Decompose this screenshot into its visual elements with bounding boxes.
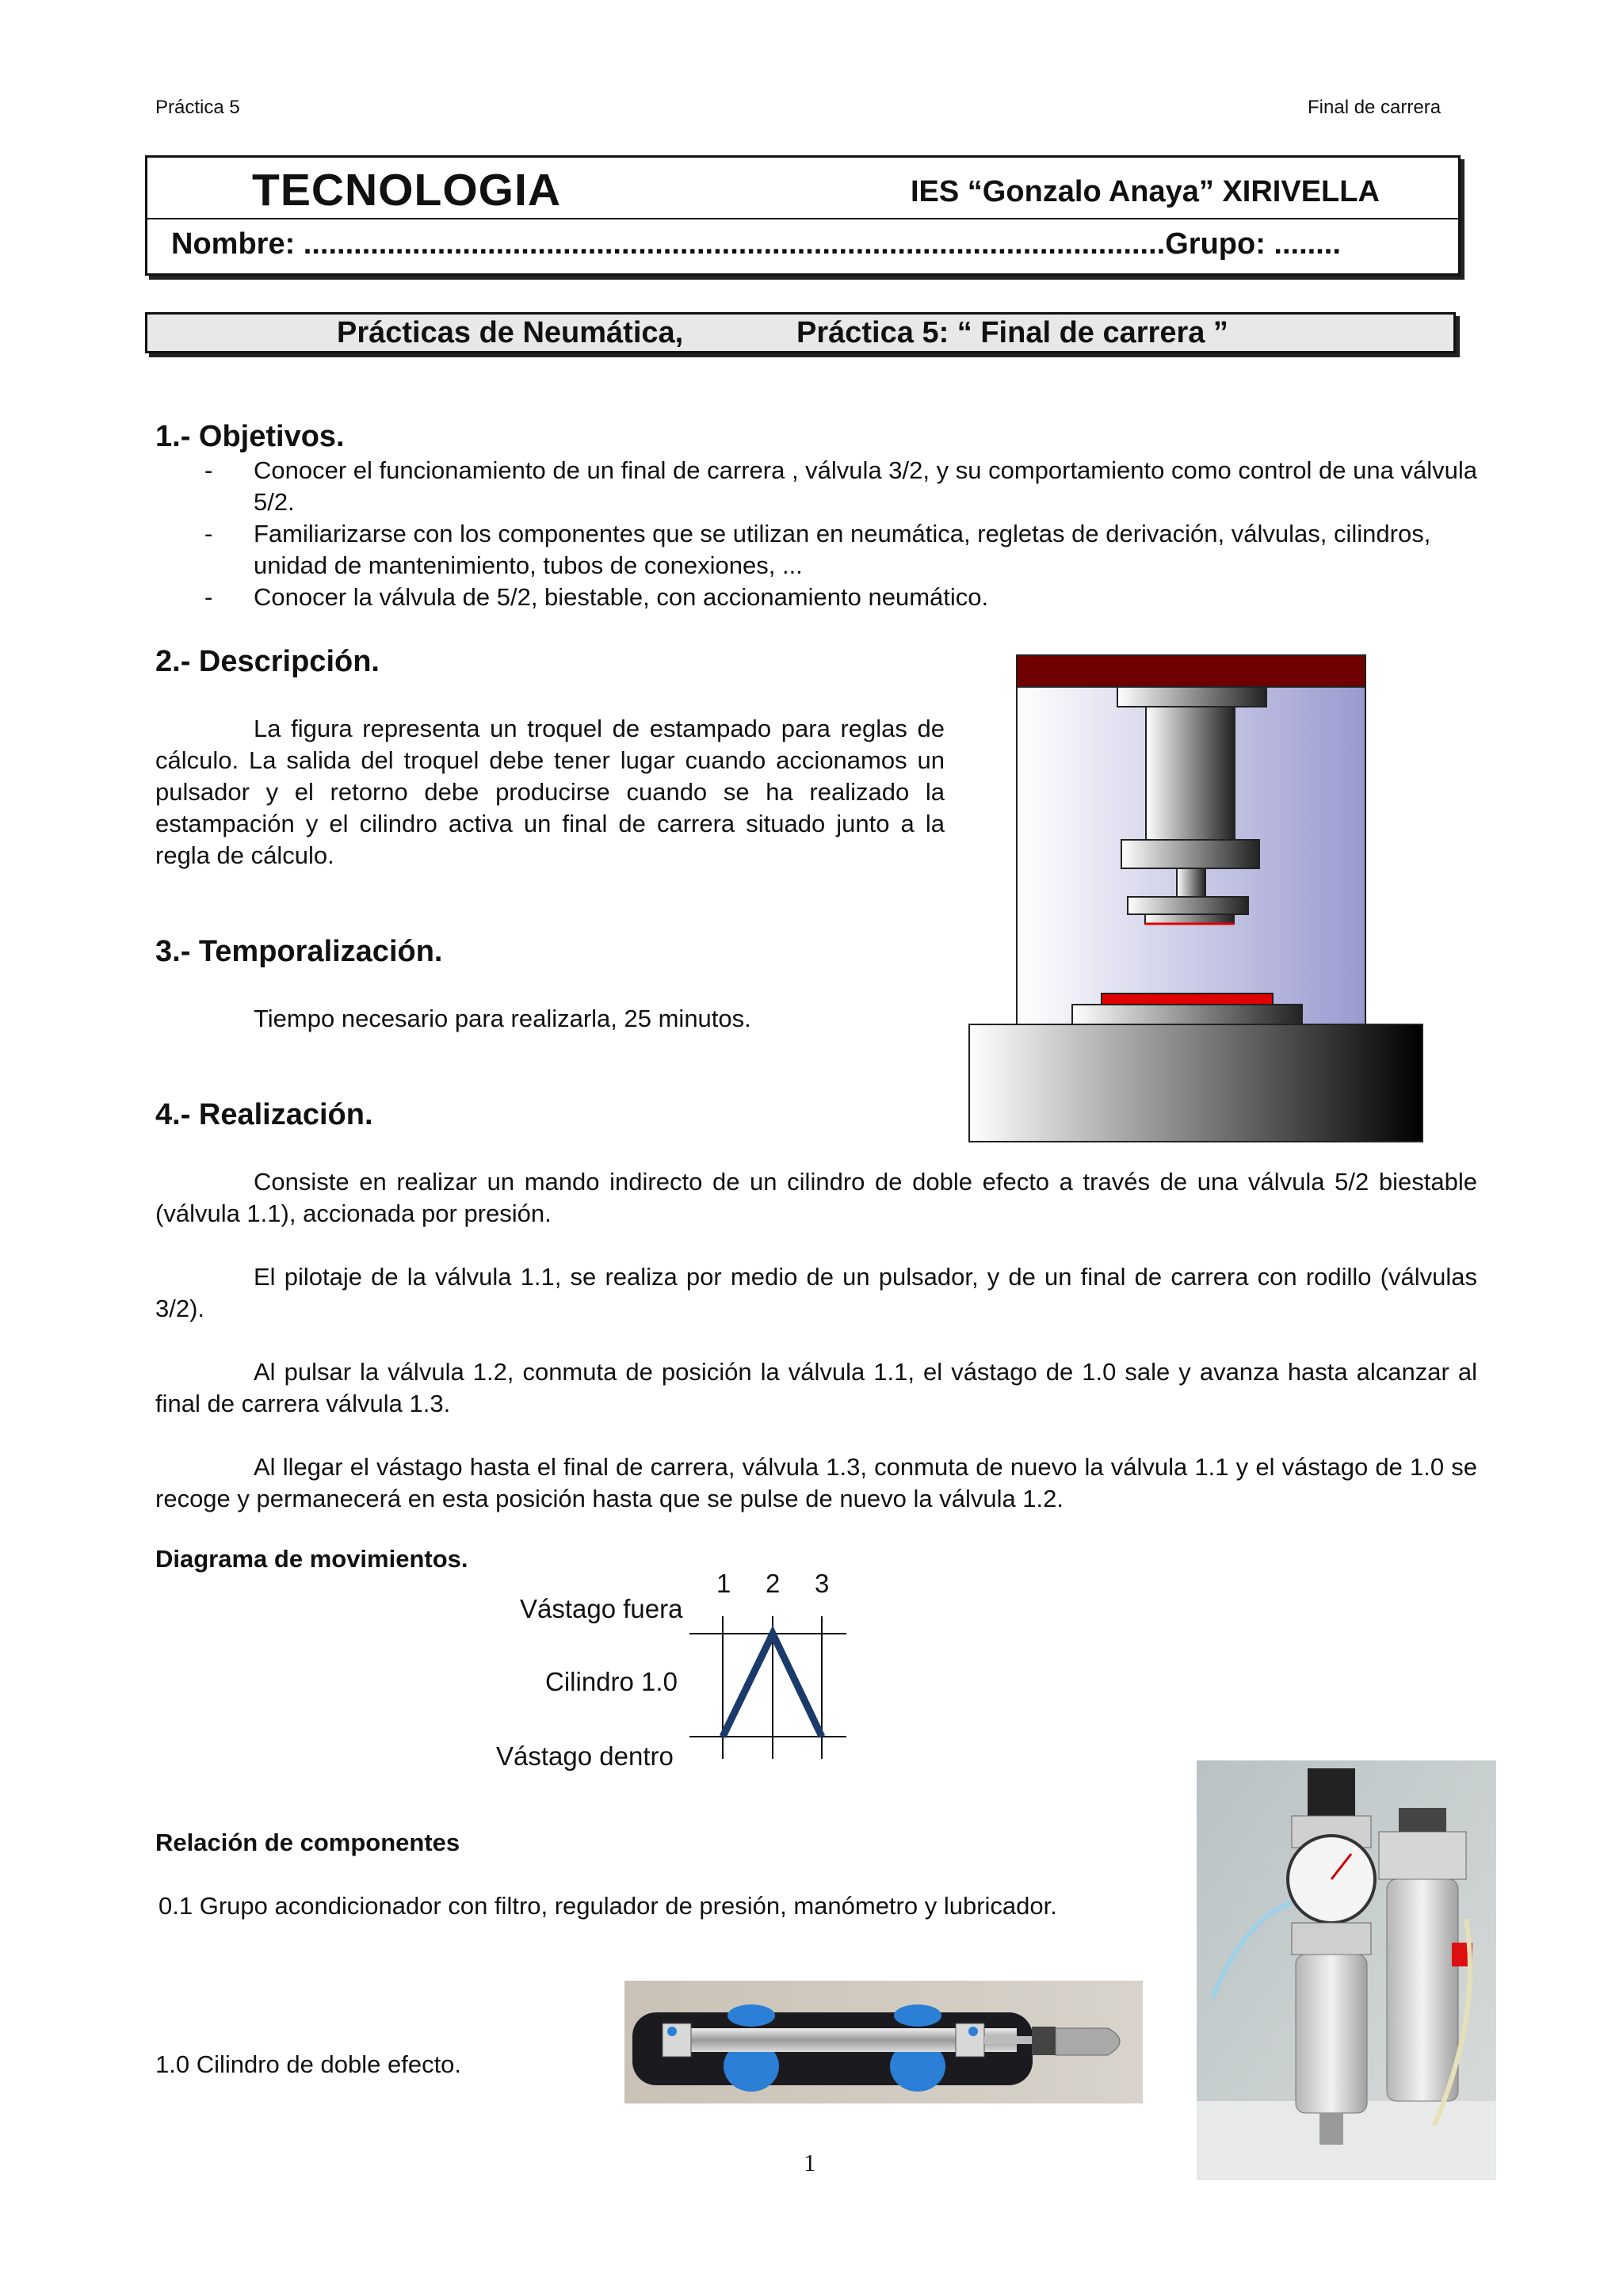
practice-title-bar (145, 312, 1456, 353)
heading-descripcion: 2.- Descripción. (155, 645, 380, 678)
cylinder-body (1146, 707, 1235, 840)
press-top-plate (1017, 655, 1365, 687)
label-vastago-fuera: Vástago fuera (520, 1594, 683, 1623)
objetivos-list (155, 455, 1479, 613)
label-cilindro: Cilindro 1.0 (545, 1667, 678, 1696)
subject-title: TECNOLOGIA (252, 165, 561, 215)
header-box (145, 155, 1461, 276)
list-item: - Conocer la válvula de 5/2, biestable, con accionamiento neumático. (204, 583, 989, 611)
piston-rod (1177, 868, 1205, 897)
title-left: Prácticas de Neumática, (337, 316, 684, 349)
realizacion-p3: Al pulsar la válvula 1.2, conmuta de posición la válvula 1.1, el vástago de 1.0 sale y avanza hasta alcanzar al final de carrera válvula 1.3. (155, 1358, 1477, 1417)
realizacion-p4: Al llegar el vástago hasta el final de carrera, válvula 1.3, conmuta de nuevo la válvula 1.1 y el vástago de 1.0 se recoge y permanecerá en esta posición hasta que se pulse de nuevo la válvula 1.2. (155, 1453, 1477, 1512)
page-number: 1 (804, 2149, 816, 2176)
work-table (1072, 1005, 1302, 1024)
heading-temporalizacion: 3.- Temporalización. (155, 935, 443, 968)
temporalizacion-text: Tiempo necesario para realizarla, 25 minutos. (254, 1005, 751, 1032)
heading-diagrama: Diagrama de movimientos. (155, 1545, 468, 1573)
movement-diagram (689, 1600, 848, 1767)
component-0-1: 0.1 Grupo acondicionador con filtro, regulador de presión, manómetro y lubricador. (158, 1892, 1057, 1920)
heading-objetivos: 1.- Objetivos. (155, 420, 345, 453)
step-label-3: 3 (815, 1569, 830, 1598)
descripcion-text: La figura representa un troquel de estampado para reglas de cálculo. La salida del troquel debe tener lugar cuando accionamos un pulsador y el retorno debe producirse cuando se ha realizado la estampación y el cilindro activa un final de carrera situado junto a la regla de cálculo. (155, 715, 945, 869)
name-group-line: Nombre: .......................................................................................................Grupo: ........ (171, 227, 1341, 261)
press-illustration (967, 651, 1426, 1149)
heading-realizacion: 4.- Realización. (155, 1098, 373, 1131)
slide-rule-red (1102, 994, 1273, 1005)
press-base (969, 1024, 1423, 1142)
cylinder-cap (1117, 687, 1266, 707)
heading-componentes: Relación de componentes (155, 1829, 460, 1856)
realizacion-p2: El pilotaje de la válvula 1.1, se realiza por medio de un pulsador, y de un final de carrera con rodillo (válvulas 3/2). (155, 1263, 1477, 1322)
running-header-left: Práctica 5 (155, 97, 240, 118)
cylinder-photo (624, 1981, 1143, 2103)
component-1-0: 1.0 Cilindro de doble efecto. (155, 2050, 462, 2078)
list-item: - Familiarizarse con los componentes que se utilizan en neumática, regletas de derivación, válvulas, cilindros, unidad de mantenimiento, tubos de conexiones, ... (204, 520, 1431, 579)
school-name: IES “Gonzalo Anaya” XIRIVELLA (911, 175, 1380, 208)
realizacion-p1: Consiste en realizar un mando indirecto de un cilindro de doble efecto a través de una válvula 5/2 biestable (válvula 1.1), accionada por presión. (155, 1168, 1477, 1227)
header-row (147, 158, 1458, 219)
stamping-head (1128, 897, 1248, 914)
frl-unit-photo (1197, 1760, 1496, 2180)
objetivos-list-wrap (155, 455, 1479, 613)
step-label-1: 1 (716, 1569, 731, 1598)
cylinder-flange (1121, 840, 1259, 868)
title-right: Práctica 5: “ Final de carrera ” (796, 316, 1228, 349)
running-header-right: Final de carrera (1308, 97, 1442, 118)
list-item: - Conocer el funcionamiento de un final de carrera , válvula 3/2, y su comportamiento como control de una válvula 5/2. (204, 456, 1477, 516)
stamp-die (1145, 914, 1234, 924)
step-label-2: 2 (766, 1569, 781, 1598)
label-vastago-dentro: Vástago dentro (496, 1741, 674, 1771)
